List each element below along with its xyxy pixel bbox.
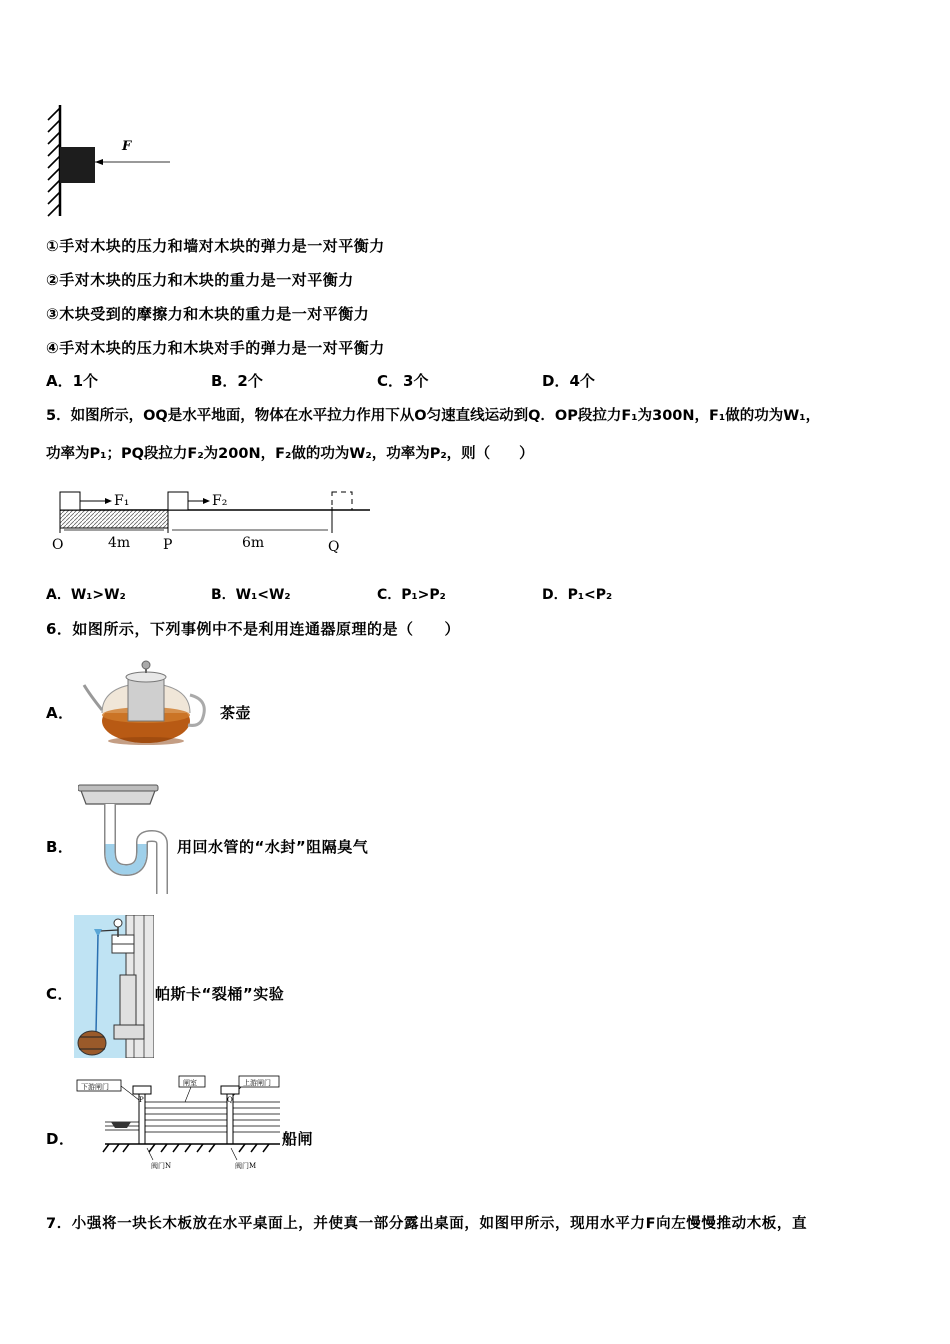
block-q-dashed	[332, 492, 352, 510]
q4-option-b[interactable]: B．2个	[211, 372, 263, 390]
block-pq	[168, 492, 188, 510]
label-upstream-gate: 上游闸门	[243, 1079, 271, 1087]
wood-block	[60, 147, 95, 183]
wall-block-figure	[40, 100, 180, 220]
q5-stem-line2: 功率为P₁；PQ段拉力F₂为200N，F₂做的功为W₂，功率为P₂，则（ ）	[46, 446, 534, 462]
label-p-gate: P	[139, 1096, 144, 1104]
q4-statement-3: ③木块受到的摩擦力和木块的重力是一对平衡力	[46, 305, 370, 323]
q4-statement-2: ②手对木块的压力和木块的重力是一对平衡力	[46, 271, 354, 289]
label-q-gate: Q	[227, 1096, 233, 1104]
pascal-barrel-image	[74, 915, 154, 1058]
label-downstream-gate: 下游闸门	[81, 1083, 109, 1091]
q6-option-b-letter[interactable]: B．	[46, 838, 74, 856]
label-f1: F₁	[114, 493, 130, 509]
q6-option-d-letter[interactable]: D．	[46, 1130, 75, 1148]
label-f2: F₂	[212, 493, 228, 509]
q6-stem: 6．如图所示，下列事例中不是利用连通器原理的是（ ）	[46, 620, 460, 638]
label-d2: 6m	[242, 535, 265, 551]
q5-motion-figure	[50, 485, 380, 560]
label-valve-m: 阀门M	[235, 1162, 257, 1170]
ship-lock-image	[75, 1072, 285, 1172]
q5-option-b[interactable]: B．W₁<W₂	[211, 587, 291, 603]
q4-option-c[interactable]: C．3个	[377, 372, 429, 390]
q6-option-d-text: 船闸	[282, 1130, 314, 1148]
q5-option-d[interactable]: D．P₁<P₂	[542, 587, 613, 603]
teapot-image	[80, 655, 215, 750]
sink-trap-image	[78, 782, 173, 897]
q6-option-c-text: 帕斯卡“裂桶”实验	[155, 985, 285, 1003]
block-op	[60, 492, 80, 510]
q7-stem: 7．小强将一块长木板放在水平桌面上，并使真一部分露出桌面，如图甲所示，现用水平力F向左慢慢推动木板，直	[46, 1216, 808, 1232]
label-chamber: 闸室	[183, 1079, 197, 1087]
label-p: P	[163, 537, 173, 553]
q6-option-b-text: 用回水管的“水封”阻隔臭气	[177, 838, 369, 856]
q6-option-c-letter[interactable]: C．	[46, 985, 74, 1003]
q6-option-a-letter[interactable]: A．	[46, 704, 74, 722]
label-q: Q	[328, 539, 340, 555]
q4-option-d[interactable]: D．4个	[542, 372, 595, 390]
q5-option-a[interactable]: A．W₁>W₂	[46, 587, 126, 603]
q6-option-a-text: 茶壶	[220, 704, 252, 722]
q4-statement-1: ①手对木块的压力和墙对木块的弹力是一对平衡力	[46, 237, 385, 255]
label-valve-n: 阀门N	[151, 1162, 172, 1170]
q4-statement-4: ④手对木块的压力和木块对手的弹力是一对平衡力	[46, 339, 385, 357]
q4-option-a[interactable]: A．1个	[46, 372, 99, 390]
label-d1: 4m	[108, 535, 131, 551]
force-label-f: F	[122, 139, 132, 154]
label-o: O	[52, 537, 64, 553]
q5-stem-line1: 5．如图所示，OQ是水平地面，物体在水平拉力作用下从O匀速直线运动到Q．OP段拉力F₁为300N，F₁做的功为W₁，	[46, 408, 821, 424]
q5-option-c[interactable]: C．P₁>P₂	[377, 587, 446, 603]
